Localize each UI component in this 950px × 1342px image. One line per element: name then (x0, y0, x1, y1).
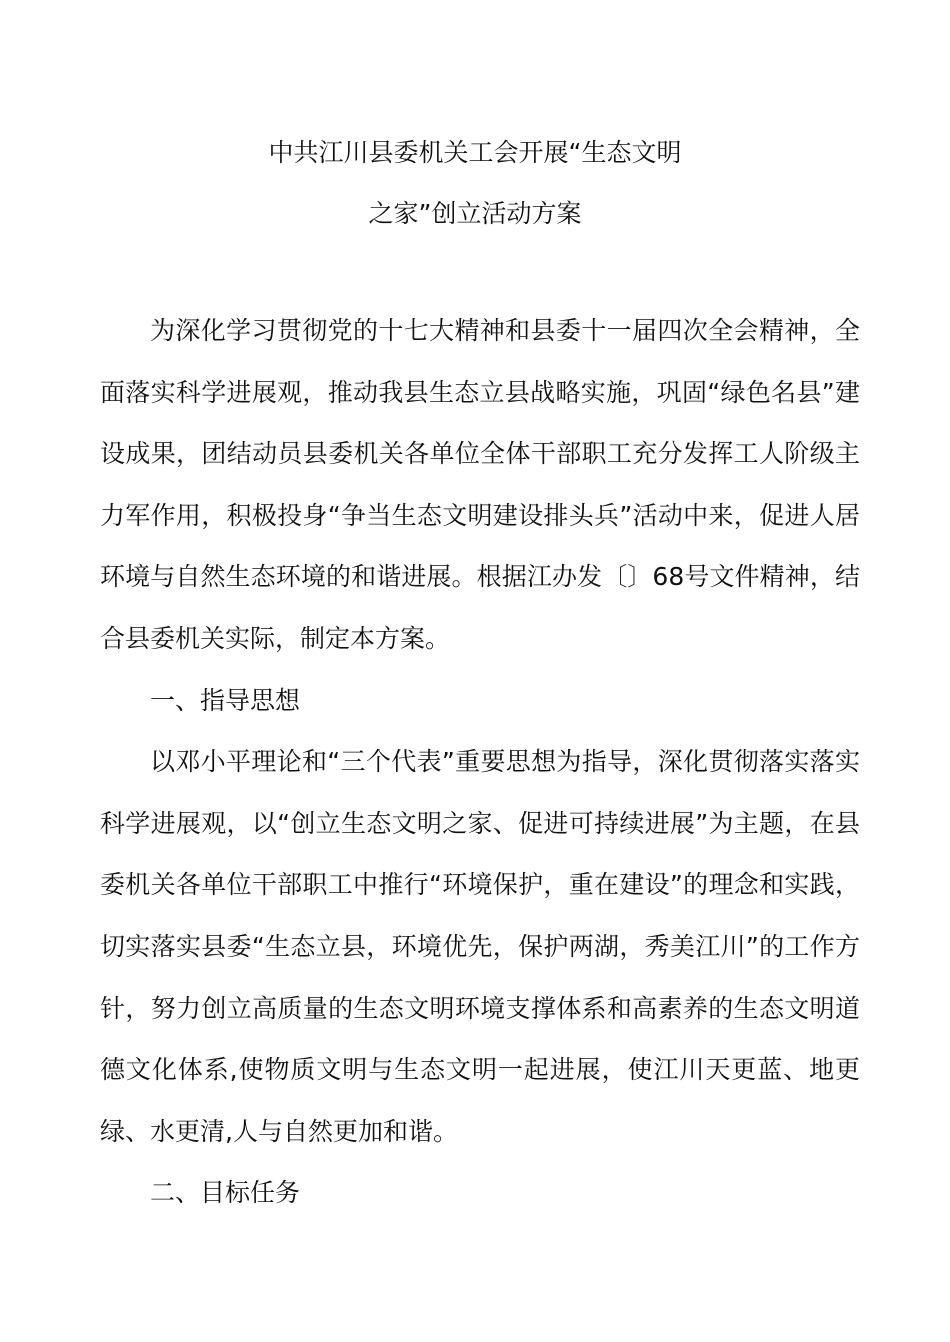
document-body (100, 300, 860, 1224)
intro-paragraph: 为深化学习贯彻党的十七大精神和县委十一届四次全会精神，全面落实科学进展观，推动我县生态立县战略实施，巩固“绿色名县”建设成果，团结动员县委机关各单位全体干部职工充分发挥工人阶级主力军作用，积极投身“争当生态文明建设排头兵”活动中来，促进人居环境与自然生态环境的和谐进展。根据江办发〔〕68号文件精神，结合县委机关实际，制定本方案。 (100, 316, 860, 653)
section-heading-goals-tasks: 二、目标任务 (150, 1178, 301, 1208)
document-title-line-1: 中共江川县委机关工会开展“生态文明 (268, 138, 682, 167)
section-heading-guiding-thought: 一、指导思想 (150, 685, 301, 715)
document-title-line-2: 之家”创立活动方案 (368, 199, 582, 228)
guiding-thought-paragraph: 以邓小平理论和“三个代表”重要思想为指导，深化贯彻落实落实科学进展观，以“创立生态文明之家、促进可持续进展”为主题，在县委机关各单位干部职工中推行“环境保护，重在建设”的理念和实践，切实落实县委“生态立县，环境优先，保护两湖，秀美江川”的工作方针，努力创立高质量的生态文明环境支撑体系和高素养的生态文明道德文化体系,使物质文明与生态文明一起进展，使江川天更蓝、地更绿、水更清,人与自然更加和谐。 (100, 747, 860, 1146)
